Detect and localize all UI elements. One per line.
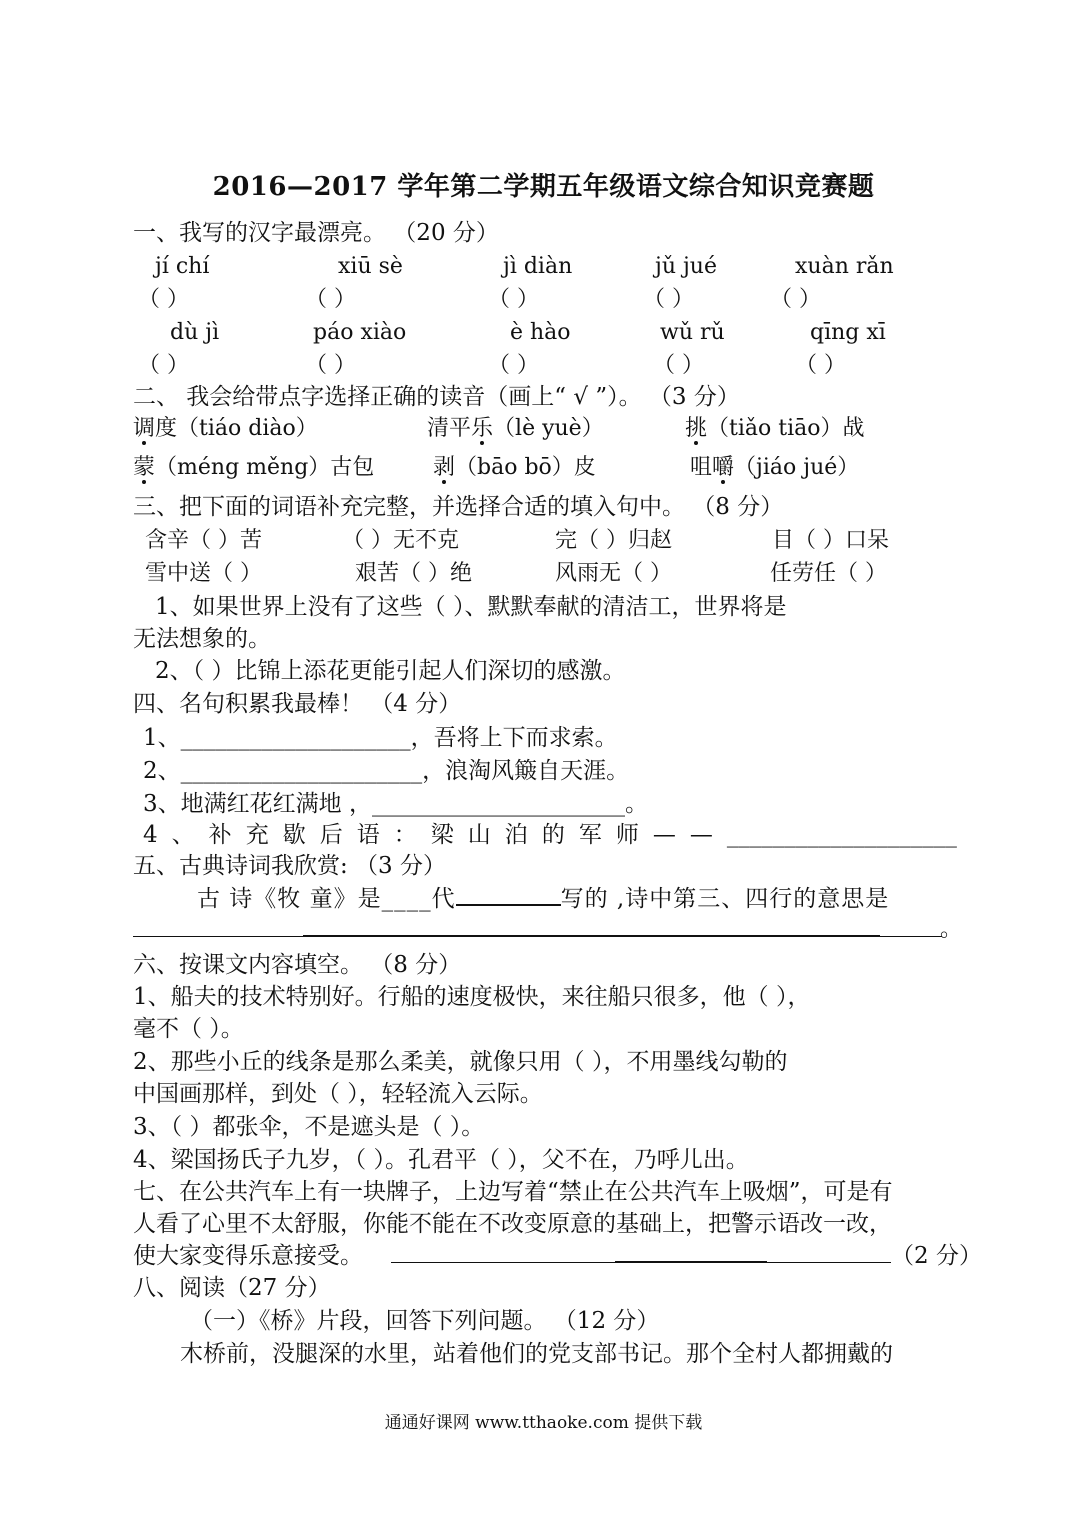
pinyin-item: jì diàn: [503, 254, 573, 279]
pinyin-item: jí chí: [155, 254, 210, 279]
section-7-line-1: 七、在公共汽车上有一块牌子，上边写着“禁止在公共汽车上吸烟”，可是有: [133, 1179, 893, 1205]
text-fill-4[interactable]: 4、梁国扬氏子九岁，（ ）。孔君平（ ），父不在，乃呼儿出。: [133, 1147, 749, 1173]
spaced-char: 补: [208, 822, 232, 848]
idiom-blank[interactable]: 完（ ）归赵: [555, 528, 672, 553]
answer-box[interactable]: （ ）: [138, 353, 189, 378]
poem-question-pre: 古 诗《牧 童》是____代: [197, 886, 456, 912]
answer-box[interactable]: （ ）: [488, 287, 539, 312]
idiom-blank[interactable]: （ ）无不克: [342, 528, 459, 553]
author-blank[interactable]: [456, 884, 561, 906]
spaced-char: ：: [393, 822, 417, 848]
section-7-line-3: [133, 1241, 982, 1271]
section-5-heading: 五、古典诗词我欣赏: （3 分）: [133, 853, 447, 879]
idiom-blank[interactable]: 目（ ）口呆: [772, 528, 889, 553]
section-7-text: 使大家变得乐意接受。: [133, 1243, 363, 1269]
spaced-char: 泊: [504, 822, 528, 848]
dotted-char: 蒙: [133, 455, 156, 480]
spaced-char: —: [689, 822, 713, 848]
section-8-heading: 八、阅读（27 分）: [133, 1275, 331, 1301]
reading-item-pre: 咀: [690, 455, 713, 480]
pinyin-item: xuàn rǎn: [795, 254, 894, 279]
answer-box[interactable]: （ ）: [305, 353, 356, 378]
reading-subheading: （一）《桥》片段，回答下列问题。 （12 分）: [190, 1308, 660, 1334]
quote-fill-2[interactable]: 2、_____________________，浪淘风簸自天涯。: [143, 758, 630, 784]
section-6-heading: 六、按课文内容填空。 （8 分）: [133, 952, 462, 978]
answer-box[interactable]: （ ）: [643, 287, 694, 312]
poem-question-post: 写的 ,诗中第三、四行的意思是: [560, 886, 890, 912]
line-end-mark: 。: [940, 917, 963, 942]
pinyin-item: dù jì: [170, 320, 220, 345]
spaced-char: 的: [541, 822, 565, 848]
fill-sentence-2[interactable]: 2、（ ）比锦上添花更能引起人们深切的感激。: [155, 658, 626, 684]
dotted-char: 挑: [685, 416, 708, 441]
answer-box[interactable]: （ ）: [770, 287, 821, 312]
section-4-heading: 四、名句积累我最棒！ （4 分）: [133, 691, 462, 717]
score-label: （2 分）: [891, 1243, 982, 1269]
answer-box[interactable]: （ ）: [305, 287, 356, 312]
reading-item: [690, 453, 859, 483]
pinyin-item: jǔ jué: [655, 254, 717, 279]
reading-item: [427, 414, 604, 444]
spaced-char: 军: [578, 822, 602, 848]
reading-item-options[interactable]: 度（tiáo diào）: [155, 416, 318, 441]
pinyin-item: qīng xī: [810, 320, 886, 345]
reading-item-pre: 清平: [427, 416, 472, 441]
spaced-char: 歇: [282, 822, 306, 848]
fill-sentence-1-cont: 无法想象的。: [133, 626, 271, 652]
spaced-char: 4: [143, 822, 158, 848]
spaced-char: 充: [245, 822, 269, 848]
answer-line-segment: [133, 936, 303, 937]
pinyin-item: è hào: [510, 320, 571, 345]
reading-item: [685, 414, 865, 444]
rewrite-answer-line[interactable]: [767, 1242, 891, 1263]
reading-item: [133, 414, 318, 444]
spaced-char: 、: [171, 822, 195, 848]
reading-item: [133, 453, 374, 483]
spaced-char: 后: [319, 822, 343, 848]
fill-sentence-1[interactable]: 1、如果世界上没有了这些（ ）、默默奉献的清洁工，世界将是: [155, 594, 787, 620]
answer-box[interactable]: （ ）: [488, 353, 539, 378]
reading-item-options[interactable]: （lè yuè）: [493, 416, 604, 441]
spaced-char: —: [652, 822, 676, 848]
answer-box[interactable]: （ ）: [653, 353, 704, 378]
reading-item-options[interactable]: （jiáo jué）: [734, 455, 860, 480]
dotted-char: 乐: [471, 416, 494, 441]
pinyin-item: páo xiào: [313, 320, 407, 345]
pinyin-item: xiū sè: [338, 254, 403, 279]
reading-item-options[interactable]: （bāo bō）皮: [455, 455, 596, 480]
text-fill-1-cont[interactable]: 毫不（ ）。: [133, 1016, 244, 1042]
spaced-char: 师: [615, 822, 639, 848]
answer-box[interactable]: （ ）: [795, 353, 846, 378]
spaced-char: 梁: [430, 822, 454, 848]
idiom-blank[interactable]: 风雨无（ ）: [555, 561, 672, 586]
reading-item-options[interactable]: （méng měng）古包: [155, 455, 375, 480]
spaced-char: 语: [356, 822, 380, 848]
reading-passage: 木桥前，没腿深的水里，站着他们的党支部书记。那个全村人都拥戴的: [180, 1341, 893, 1367]
spaced-char: 山: [467, 822, 491, 848]
answer-line-segment: [880, 936, 942, 937]
reading-item-options[interactable]: （tiǎo tiāo）战: [707, 416, 865, 441]
text-fill-3[interactable]: 3、（ ）都张伞，不是遮头是（ ）。: [133, 1114, 485, 1140]
rewrite-answer-line[interactable]: [391, 1242, 615, 1263]
dotted-char: 剥: [433, 455, 456, 480]
answer-line[interactable]: ____________________: [726, 822, 957, 848]
pinyin-item: wǔ rǔ: [660, 320, 725, 345]
answer-box[interactable]: （ ）: [138, 287, 189, 312]
text-fill-2-cont[interactable]: 中国画那样，到处（ ），轻轻流入云际。: [133, 1081, 543, 1107]
quote-fill-3[interactable]: 3、地满红花红满地 ，______________________。: [143, 791, 648, 817]
page-title: 2016—2017 学年第二学期五年级语文综合知识竞赛题: [212, 172, 875, 202]
section-7-line-2: 人看了心里不太舒服，你能不能在不改变原意的基础上，把警示语改一改，: [133, 1211, 892, 1237]
section-1-heading: 一、我写的汉字最漂亮。 （20 分）: [133, 220, 499, 246]
text-fill-2[interactable]: 2、那些小丘的线条是那么柔美，就像只用（ ），不用墨线勾勒的: [133, 1049, 788, 1075]
idiom-blank[interactable]: 雪中送（ ）: [145, 561, 262, 586]
dotted-char: 嚼: [712, 455, 735, 480]
reading-item: [433, 453, 596, 483]
quote-fill-4[interactable]: [143, 820, 957, 850]
dotted-char: 调: [133, 416, 156, 441]
idiom-blank[interactable]: 艰苦（ ）绝: [355, 561, 472, 586]
quote-fill-1[interactable]: 1、____________________，吾将上下而求索。: [143, 725, 618, 751]
idiom-blank[interactable]: 任劳任（ ）: [770, 561, 887, 586]
idiom-blank[interactable]: 含辛（ ）苦: [145, 528, 262, 553]
text-fill-1[interactable]: 1、船夫的技术特别好。行船的速度极快，来往船只很多，他（ ），: [133, 984, 811, 1010]
footer-source: 通通好课网 www.tthaoke.com 提供下载: [384, 1413, 703, 1433]
section-3-heading: 三、把下面的词语补充完整，并选择合适的填入句中。 （8 分）: [133, 494, 784, 520]
section-2-heading: 二、 我会给带点字选择正确的读音（画上“ √ ”）。 （3 分）: [133, 384, 740, 410]
poem-question: [197, 884, 957, 914]
answer-line-segment: [303, 935, 880, 937]
rewrite-answer-line[interactable]: [615, 1241, 767, 1263]
